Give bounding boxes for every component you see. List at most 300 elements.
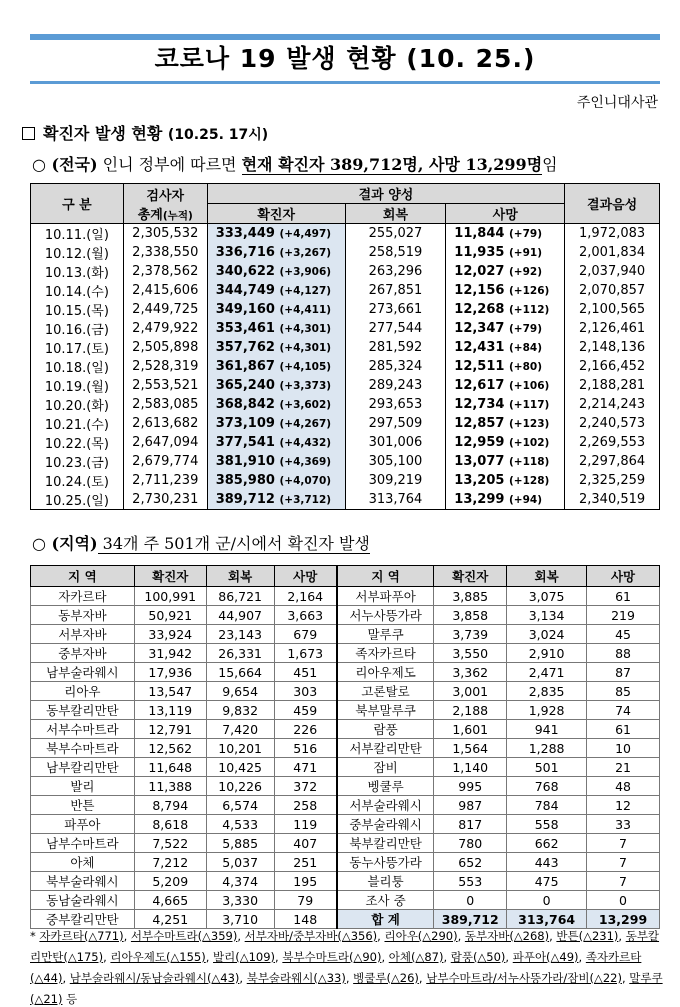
- footnote-sep: ,: [237, 929, 245, 943]
- date-cell: 10.11.(일): [31, 224, 124, 244]
- confirmed-cell: [207, 300, 345, 319]
- table-row: [31, 300, 660, 319]
- footnote-region: 북부수마트라(△90): [282, 950, 382, 964]
- confirmed-cell: 5,209: [134, 872, 206, 891]
- confirmed-cell: [207, 376, 345, 395]
- deaths-increase: (+92): [508, 266, 542, 278]
- header-region-right: 지 역: [337, 566, 434, 587]
- date-cell: 10.14.(수): [31, 281, 124, 300]
- section-heading-confirmed: [22, 121, 268, 144]
- negative-cell: 2,148,136: [565, 338, 660, 357]
- confirmed-cell: 8,794: [134, 796, 206, 815]
- table-row: [31, 262, 660, 281]
- national-highlight: 현재 확진자 389,712명, 사망 13,299명: [241, 155, 543, 174]
- deaths-cell: [446, 338, 565, 357]
- table-row: [31, 414, 660, 433]
- deaths-cell: 2,164: [274, 587, 337, 606]
- region-cell: 중부자바: [31, 644, 135, 663]
- tests-cell: 2,378,562: [123, 262, 207, 281]
- confirmed-cell: 17,936: [134, 663, 206, 682]
- date-cell: 10.19.(월): [31, 376, 124, 395]
- negative-cell: 2,188,281: [565, 376, 660, 395]
- confirmed-cell: [207, 262, 345, 281]
- confirmed-increase: (+4,301): [279, 323, 332, 335]
- confirmed-value: 377,541: [215, 435, 275, 450]
- recovered-cell: 297,509: [345, 414, 446, 433]
- date-cell: 10.17.(토): [31, 338, 124, 357]
- deaths-value: 12,431: [454, 340, 505, 355]
- confirmed-cell: 100,991: [134, 587, 206, 606]
- deaths-value: 11,844: [454, 226, 505, 241]
- confirmed-cell: 3,362: [434, 663, 507, 682]
- deaths-cell: 258: [274, 796, 337, 815]
- deaths-cell: 119: [274, 815, 337, 834]
- confirmed-increase: (+4,432): [279, 437, 332, 449]
- table-row: [31, 739, 660, 758]
- recovered-cell: 4,533: [206, 815, 274, 834]
- confirmed-value: 357,762: [215, 340, 275, 355]
- national-text-3: 임: [542, 155, 558, 174]
- confirmed-cell: [207, 281, 345, 300]
- table-row: [31, 701, 660, 720]
- deaths-increase: (+80): [508, 361, 542, 373]
- region-cell: 북부수마트라: [31, 739, 135, 758]
- region-cell: 서부술라웨시: [337, 796, 434, 815]
- recovered-cell: 309,219: [345, 471, 446, 490]
- region-cell: 서부파푸아: [337, 587, 434, 606]
- region-cell: 족자카르타: [337, 644, 434, 663]
- confirmed-cell: [207, 338, 345, 357]
- confirmed-increase: (+4,070): [279, 475, 332, 487]
- deaths-cell: 7: [587, 872, 660, 891]
- recovered-cell: 784: [507, 796, 587, 815]
- date-cell: 10.22.(목): [31, 433, 124, 452]
- recovered-cell: 662: [507, 834, 587, 853]
- footnote-sep: ,: [549, 929, 557, 943]
- table-row: [31, 471, 660, 490]
- header-recovered-left: 회복: [206, 566, 274, 587]
- tests-cell: 2,505,898: [123, 338, 207, 357]
- confirmed-value: 361,867: [215, 359, 275, 374]
- table-row: [31, 891, 660, 910]
- national-text-1: 인니 정부에 따르면: [97, 155, 242, 174]
- table-row: [31, 357, 660, 376]
- region-cell: 중부칼리만탄: [31, 910, 135, 929]
- recovered-cell: 273,661: [345, 300, 446, 319]
- deaths-value: 12,511: [454, 359, 505, 374]
- region-cell: 북부말루쿠: [337, 701, 434, 720]
- region-cell: 동부자바: [31, 606, 135, 625]
- table-row: [31, 625, 660, 644]
- deaths-increase: (+123): [508, 418, 550, 430]
- table-row: [31, 338, 660, 357]
- regional-summary: [32, 531, 370, 554]
- confirmed-cell: 652: [434, 853, 507, 872]
- deaths-cell: [446, 300, 565, 319]
- table-row: [31, 452, 660, 471]
- deaths-value: 12,617: [454, 378, 505, 393]
- confirmed-cell: 12,791: [134, 720, 206, 739]
- confirmed-cell: 1,564: [434, 739, 507, 758]
- region-cell: 서누사뜽가라: [337, 606, 434, 625]
- region-cell: 벵쿨루: [337, 777, 434, 796]
- footnote-sep: ,: [381, 950, 389, 964]
- deaths-cell: 10: [587, 739, 660, 758]
- recovered-cell: 3,075: [507, 587, 587, 606]
- header-deaths-right: 사망: [587, 566, 660, 587]
- negative-cell: 2,297,864: [565, 452, 660, 471]
- deaths-cell: 61: [587, 587, 660, 606]
- deaths-cell: [446, 452, 565, 471]
- region-cell: 합 계: [337, 910, 434, 929]
- region-cell: 서부자바: [31, 625, 135, 644]
- deaths-cell: 195: [274, 872, 337, 891]
- deaths-cell: 679: [274, 625, 337, 644]
- deaths-value: 12,156: [454, 283, 505, 298]
- deaths-increase: (+117): [508, 399, 550, 411]
- recovered-cell: 475: [507, 872, 587, 891]
- confirmed-cell: 31,942: [134, 644, 206, 663]
- region-cell: 남부칼리만탄: [31, 758, 135, 777]
- confirmed-value: 368,842: [215, 397, 275, 412]
- deaths-cell: 7: [587, 834, 660, 853]
- recovered-cell: 86,721: [206, 587, 274, 606]
- confirmed-value: 385,980: [215, 473, 275, 488]
- deaths-cell: 45: [587, 625, 660, 644]
- confirmed-cell: 553: [434, 872, 507, 891]
- header-confirmed-right: 확진자: [434, 566, 507, 587]
- confirmed-cell: 389,712: [434, 910, 507, 929]
- footnote-region: 동부칼리만탄(△175): [30, 929, 660, 964]
- confirmed-cell: 4,665: [134, 891, 206, 910]
- confirmed-cell: [207, 319, 345, 338]
- tests-cell: 2,583,085: [123, 395, 207, 414]
- tests-cell: 2,449,725: [123, 300, 207, 319]
- footnote-sep: ,: [205, 950, 214, 964]
- title-top-bar: [30, 34, 660, 40]
- recovered-cell: 2,471: [507, 663, 587, 682]
- confirmed-increase: (+4,497): [279, 228, 332, 240]
- negative-cell: 2,269,553: [565, 433, 660, 452]
- footnote-sep: 등: [62, 992, 78, 1006]
- table-row: [31, 490, 660, 510]
- deaths-increase: (+79): [508, 228, 542, 240]
- header-tests: 검사자 총계(누적): [123, 184, 207, 224]
- deaths-increase: (+106): [508, 380, 550, 392]
- recovered-cell: 301,006: [345, 433, 446, 452]
- footnote-region: 말루쿠(△21): [30, 971, 663, 1006]
- region-cell: 동누사뜽가라: [337, 853, 434, 872]
- deaths-value: 12,347: [454, 321, 505, 336]
- recovered-cell: 6,574: [206, 796, 274, 815]
- tests-cell: 2,415,606: [123, 281, 207, 300]
- table-row: [31, 777, 660, 796]
- deaths-increase: (+94): [508, 494, 542, 506]
- confirmed-cell: 33,924: [134, 625, 206, 644]
- confirmed-cell: 12,562: [134, 739, 206, 758]
- table-row: [31, 644, 660, 663]
- table-row: [31, 281, 660, 300]
- recovered-cell: 3,134: [507, 606, 587, 625]
- deaths-cell: [446, 414, 565, 433]
- confirmed-value: 349,160: [215, 302, 275, 317]
- table-row: [31, 376, 660, 395]
- table-row: [31, 853, 660, 872]
- date-cell: 10.15.(목): [31, 300, 124, 319]
- footnote-region: 벵쿨루(△26): [353, 971, 419, 985]
- deaths-cell: 1,673: [274, 644, 337, 663]
- deaths-cell: [446, 376, 565, 395]
- confirmed-increase: (+3,373): [279, 380, 332, 392]
- deaths-increase: (+84): [508, 342, 542, 354]
- region-cell: 동남술라웨시: [31, 891, 135, 910]
- recovered-cell: 501: [507, 758, 587, 777]
- confirmed-cell: 13,119: [134, 701, 206, 720]
- deaths-cell: [446, 395, 565, 414]
- recovered-cell: 2,910: [507, 644, 587, 663]
- region-cell: 리아우제도: [337, 663, 434, 682]
- region-cell: 남부수마트라: [31, 834, 135, 853]
- deaths-cell: [446, 357, 565, 376]
- table-row: [31, 243, 660, 262]
- date-cell: 10.25.(일): [31, 490, 124, 510]
- footnote-region: 람풍(△50): [450, 950, 506, 964]
- date-cell: 10.21.(수): [31, 414, 124, 433]
- national-daily-table: [30, 183, 660, 510]
- deaths-increase: (+91): [508, 247, 542, 259]
- recovered-cell: 281,592: [345, 338, 446, 357]
- deaths-value: 13,205: [454, 473, 505, 488]
- deaths-cell: 12: [587, 796, 660, 815]
- deaths-value: 12,734: [454, 397, 505, 412]
- footnote-sep: *: [30, 929, 40, 943]
- recovered-cell: 1,288: [507, 739, 587, 758]
- confirmed-cell: 3,001: [434, 682, 507, 701]
- date-cell: 10.16.(금): [31, 319, 124, 338]
- footnote-region: 서부자바/중부자바(△356): [244, 929, 378, 943]
- deaths-increase: (+102): [508, 437, 550, 449]
- page-title: 코로나 19 발생 현황 (10. 25.): [154, 44, 536, 73]
- deaths-cell: 7: [587, 853, 660, 872]
- recovered-cell: 305,100: [345, 452, 446, 471]
- region-cell: 리아우: [31, 682, 135, 701]
- footnote-sep: ,: [62, 971, 70, 985]
- confirmed-increase: (+4,301): [279, 342, 332, 354]
- deaths-cell: 85: [587, 682, 660, 701]
- confirmed-cell: 13,547: [134, 682, 206, 701]
- confirmed-cell: [207, 414, 345, 433]
- deaths-cell: 372: [274, 777, 337, 796]
- region-cell: 파푸아: [31, 815, 135, 834]
- deaths-value: 11,935: [454, 245, 505, 260]
- recovered-cell: 5,037: [206, 853, 274, 872]
- tests-cell: 2,711,239: [123, 471, 207, 490]
- deaths-cell: 0: [587, 891, 660, 910]
- confirmed-value: 381,910: [215, 454, 275, 469]
- deaths-cell: 459: [274, 701, 337, 720]
- confirmed-cell: [207, 224, 345, 244]
- recovered-cell: 10,201: [206, 739, 274, 758]
- recovered-cell: 1,928: [507, 701, 587, 720]
- confirmed-cell: 987: [434, 796, 507, 815]
- confirmed-cell: 3,550: [434, 644, 507, 663]
- footnote-sep: ,: [123, 929, 131, 943]
- deaths-cell: [446, 490, 565, 510]
- footnote-sep: ,: [103, 950, 111, 964]
- deaths-value: 12,268: [454, 302, 505, 317]
- region-cell: 람풍: [337, 720, 434, 739]
- tests-cell: 2,338,550: [123, 243, 207, 262]
- date-cell: 10.23.(금): [31, 452, 124, 471]
- confirmed-cell: 2,188: [434, 701, 507, 720]
- tests-cell: 2,730,231: [123, 490, 207, 510]
- negative-cell: 1,972,083: [565, 224, 660, 244]
- footnote-region: 족자카르타(△44): [30, 950, 642, 985]
- deaths-cell: 516: [274, 739, 337, 758]
- confirmed-cell: 3,858: [434, 606, 507, 625]
- tests-cell: 2,528,319: [123, 357, 207, 376]
- tests-cell: 2,613,682: [123, 414, 207, 433]
- recovered-cell: 7,420: [206, 720, 274, 739]
- deaths-cell: 88: [587, 644, 660, 663]
- region-cell: 북부칼리만탄: [337, 834, 434, 853]
- confirmed-cell: 50,921: [134, 606, 206, 625]
- confirmed-cell: 8,618: [134, 815, 206, 834]
- negative-cell: 2,001,834: [565, 243, 660, 262]
- recovered-cell: 255,027: [345, 224, 446, 244]
- confirmed-cell: [207, 471, 345, 490]
- table-row: [31, 606, 660, 625]
- recovered-cell: 313,764: [507, 910, 587, 929]
- recovered-cell: 293,653: [345, 395, 446, 414]
- region-cell: 고론탈로: [337, 682, 434, 701]
- negative-cell: 2,240,573: [565, 414, 660, 433]
- confirmed-value: 389,712: [215, 492, 275, 507]
- recovered-cell: 9,832: [206, 701, 274, 720]
- confirmed-increase: (+4,369): [279, 456, 332, 468]
- footnote-region: 리아우(△290): [384, 929, 458, 943]
- confirmed-cell: [207, 395, 345, 414]
- table-row: [31, 433, 660, 452]
- footnote: [30, 926, 664, 1007]
- deaths-cell: 451: [274, 663, 337, 682]
- recovered-cell: 44,907: [206, 606, 274, 625]
- deaths-cell: [446, 243, 565, 262]
- deaths-cell: 148: [274, 910, 337, 929]
- confirmed-cell: [207, 433, 345, 452]
- recovered-cell: 9,654: [206, 682, 274, 701]
- footnote-region: 동부자바(△268): [464, 929, 550, 943]
- region-cell: 아체: [31, 853, 135, 872]
- deaths-cell: 33: [587, 815, 660, 834]
- footnote-region: 북부술라웨시(△33): [246, 971, 346, 985]
- confirmed-cell: 3,885: [434, 587, 507, 606]
- region-cell: 반튼: [31, 796, 135, 815]
- table-row: [31, 319, 660, 338]
- footnote-sep: ,: [239, 971, 247, 985]
- confirmed-cell: [207, 452, 345, 471]
- deaths-cell: 251: [274, 853, 337, 872]
- deaths-cell: 219: [587, 606, 660, 625]
- embassy-name: 주인니대사관: [576, 95, 658, 111]
- recovered-cell: 289,243: [345, 376, 446, 395]
- confirmed-increase: (+3,712): [279, 494, 332, 506]
- deaths-increase: (+118): [508, 456, 550, 468]
- table-row: [31, 834, 660, 853]
- recovered-cell: 3,710: [206, 910, 274, 929]
- region-cell: 블리퉁: [337, 872, 434, 891]
- table-row: [31, 720, 660, 739]
- footnote-region: 리아우제도(△155): [110, 950, 206, 964]
- deaths-value: 13,299: [454, 492, 505, 507]
- confirmed-cell: 1,601: [434, 720, 507, 739]
- confirmed-increase: (+4,411): [279, 304, 332, 316]
- deaths-increase: (+79): [508, 323, 542, 335]
- recovered-cell: 768: [507, 777, 587, 796]
- header-region-left: 지 역: [31, 566, 135, 587]
- table-row: [31, 395, 660, 414]
- regional-text: 34개 주 501개 군/시에서 확진자 발생: [97, 534, 370, 553]
- header-confirmed-left: 확진자: [134, 566, 206, 587]
- confirmed-cell: 817: [434, 815, 507, 834]
- header-gubun: 구 분: [31, 184, 124, 224]
- date-cell: 10.13.(화): [31, 262, 124, 281]
- footnote-region: 남부수마트라/서누사뜽가라/잠비(△22): [426, 971, 622, 985]
- region-cell: 남부술라웨시: [31, 663, 135, 682]
- deaths-cell: 303: [274, 682, 337, 701]
- footnote-sep: ,: [377, 929, 385, 943]
- regional-label: ○ (지역): [32, 534, 98, 553]
- deaths-value: 13,077: [454, 454, 505, 469]
- recovered-cell: 285,324: [345, 357, 446, 376]
- recovered-cell: 4,374: [206, 872, 274, 891]
- recovered-cell: 2,835: [507, 682, 587, 701]
- deaths-value: 12,959: [454, 435, 505, 450]
- deaths-cell: 226: [274, 720, 337, 739]
- deaths-cell: 21: [587, 758, 660, 777]
- deaths-cell: 3,663: [274, 606, 337, 625]
- confirmed-cell: [207, 243, 345, 262]
- region-cell: 자카르타: [31, 587, 135, 606]
- table-row: [31, 872, 660, 891]
- negative-cell: 2,070,857: [565, 281, 660, 300]
- region-cell: 조사 중: [337, 891, 434, 910]
- recovered-cell: 263,296: [345, 262, 446, 281]
- deaths-cell: [446, 224, 565, 244]
- header-confirmed: 확진자: [207, 204, 345, 224]
- deaths-cell: 87: [587, 663, 660, 682]
- tests-cell: 2,305,532: [123, 224, 207, 244]
- confirmed-cell: 7,522: [134, 834, 206, 853]
- table-row: [31, 224, 660, 244]
- confirmed-cell: 4,251: [134, 910, 206, 929]
- deaths-value: 12,857: [454, 416, 505, 431]
- recovered-cell: 3,330: [206, 891, 274, 910]
- recovered-cell: 10,425: [206, 758, 274, 777]
- recovered-cell: 0: [507, 891, 587, 910]
- deaths-increase: (+126): [508, 285, 550, 297]
- negative-cell: 2,166,452: [565, 357, 660, 376]
- deaths-increase: (+128): [508, 475, 550, 487]
- recovered-cell: 941: [507, 720, 587, 739]
- national-label: ○ (전국): [32, 155, 98, 174]
- confirmed-cell: 0: [434, 891, 507, 910]
- confirmed-cell: 11,648: [134, 758, 206, 777]
- recovered-cell: 26,331: [206, 644, 274, 663]
- footnote-region: 파푸아(△49): [512, 950, 579, 964]
- recovered-cell: 15,664: [206, 663, 274, 682]
- recovered-cell: 10,226: [206, 777, 274, 796]
